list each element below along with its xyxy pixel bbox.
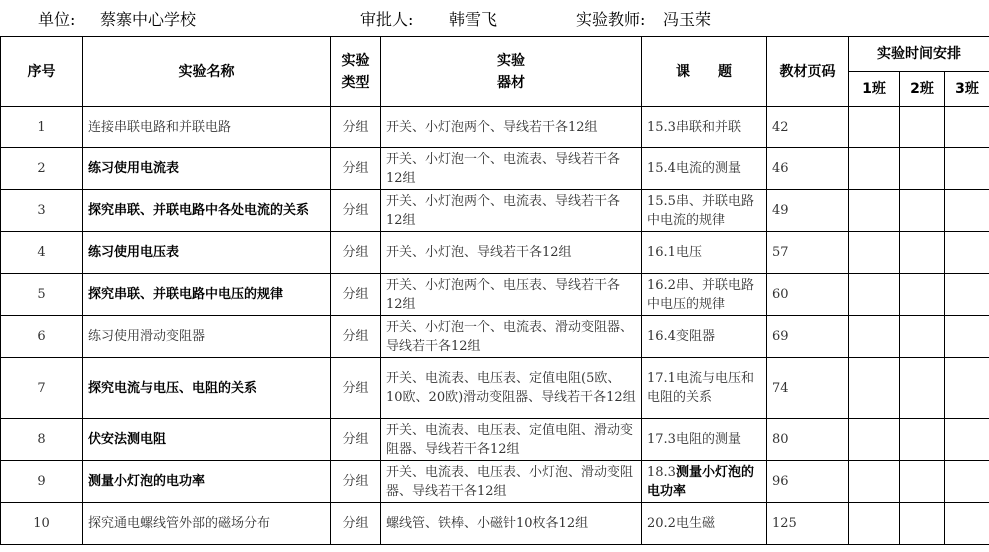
table-row — [1, 148, 989, 190]
row-class1-slot — [849, 316, 900, 358]
row-class1-slot — [849, 107, 900, 148]
row-class1-slot — [849, 148, 900, 190]
row-experiment-name: 练习使用电流表 — [83, 148, 331, 190]
table-row — [1, 358, 989, 419]
row-class1-slot — [849, 232, 900, 274]
row-equipment: 开关、电流表、电压表、小灯泡、滑动变阻器、导线若干各12组 — [381, 461, 642, 503]
row-experiment-name: 连接串联电路和并联电路 — [83, 107, 331, 148]
row-index: 7 — [1, 358, 83, 419]
row-class2-slot — [900, 274, 945, 316]
row-page: 80 — [767, 419, 849, 461]
row-topic: 16.4变阻器 — [642, 316, 767, 358]
row-equipment: 开关、小灯泡两个、导线若干各12组 — [381, 107, 642, 148]
row-type: 分组 — [331, 274, 381, 316]
row-topic: 16.1电压 — [642, 232, 767, 274]
row-page: 125 — [767, 503, 849, 545]
row-page: 69 — [767, 316, 849, 358]
row-page: 96 — [767, 461, 849, 503]
col-name-header: 实验名称 — [83, 37, 331, 107]
row-equipment: 开关、小灯泡两个、电压表、导线若干各12组 — [381, 274, 642, 316]
row-equipment: 开关、小灯泡两个、电流表、导线若干各12组 — [381, 190, 642, 232]
row-page: 49 — [767, 190, 849, 232]
row-topic: 16.2串、并联电路中电压的规律 — [642, 274, 767, 316]
experiment-schedule-table — [0, 36, 989, 545]
row-class2-slot — [900, 316, 945, 358]
row-class1-slot — [849, 190, 900, 232]
row-equipment: 开关、小灯泡、导线若干各12组 — [381, 232, 642, 274]
row-equipment: 螺线管、铁棒、小磁针10枚各12组 — [381, 503, 642, 545]
row-index: 5 — [1, 274, 83, 316]
row-type: 分组 — [331, 419, 381, 461]
row-class1-slot — [849, 358, 900, 419]
row-class3-slot — [945, 107, 989, 148]
row-type: 分组 — [331, 107, 381, 148]
unit-label: 单位: — [38, 10, 76, 29]
row-topic: 15.5串、并联电路中电流的规律 — [642, 190, 767, 232]
row-class3-slot — [945, 419, 989, 461]
row-experiment-name: 探究通电螺线管外部的磁场分布 — [83, 503, 331, 545]
col-equipment-header — [381, 37, 642, 107]
row-class3-slot — [945, 461, 989, 503]
row-class2-slot — [900, 419, 945, 461]
row-page: 60 — [767, 274, 849, 316]
row-experiment-name: 伏安法测电阻 — [83, 419, 331, 461]
row-topic: 15.3串联和并联 — [642, 107, 767, 148]
col-topic-header: 课 题 — [642, 37, 767, 107]
row-class2-slot — [900, 461, 945, 503]
row-experiment-name: 探究串联、并联电路中电压的规律 — [83, 274, 331, 316]
row-class2-slot — [900, 148, 945, 190]
row-equipment: 开关、电流表、电压表、定值电阻(5欧、10欧、20欧)滑动变阻器、导线若干各12组 — [381, 358, 642, 419]
table-row — [1, 503, 989, 545]
table-row — [1, 232, 989, 274]
row-class2-slot — [900, 232, 945, 274]
row-class1-slot — [849, 503, 900, 545]
row-experiment-name: 探究串联、并联电路中各处电流的关系 — [83, 190, 331, 232]
table-header-row — [1, 37, 989, 72]
row-class3-slot — [945, 316, 989, 358]
row-type: 分组 — [331, 190, 381, 232]
row-class1-slot — [849, 274, 900, 316]
table-row — [1, 461, 989, 503]
table-row — [1, 190, 989, 232]
col-equipment-line1: 实验 — [497, 52, 525, 69]
approver-label: 审批人: — [360, 10, 414, 29]
row-type: 分组 — [331, 316, 381, 358]
row-class3-slot — [945, 358, 989, 419]
row-page: 42 — [767, 107, 849, 148]
row-class3-slot — [945, 232, 989, 274]
row-equipment: 开关、小灯泡一个、电流表、滑动变阻器、导线若干各12组 — [381, 316, 642, 358]
row-topic — [642, 461, 767, 503]
table-row — [1, 107, 989, 148]
col-class1-header: 1班 — [849, 72, 900, 107]
teacher-label: 实验教师: — [576, 10, 646, 29]
row-class2-slot — [900, 190, 945, 232]
row-index: 2 — [1, 148, 83, 190]
row-type: 分组 — [331, 503, 381, 545]
row-class2-slot — [900, 503, 945, 545]
col-type-line1: 实验 — [341, 52, 370, 69]
row-type: 分组 — [331, 148, 381, 190]
row-class1-slot — [849, 419, 900, 461]
col-type-line2: 类型 — [341, 74, 370, 91]
row-index: 6 — [1, 316, 83, 358]
row-page: 74 — [767, 358, 849, 419]
row-topic-prefix: 18.3 — [647, 464, 676, 480]
col-equipment-line2: 器材 — [497, 74, 525, 91]
row-equipment: 开关、小灯泡一个、电流表、导线若干各12组 — [381, 148, 642, 190]
row-topic-bold: 测量小灯泡的电功率 — [647, 464, 754, 499]
row-class2-slot — [900, 358, 945, 419]
row-index: 10 — [1, 503, 83, 545]
row-experiment-name: 测量小灯泡的电功率 — [83, 461, 331, 503]
row-equipment: 开关、电流表、电压表、定值电阻、滑动变阻器、导线若干各12组 — [381, 419, 642, 461]
row-experiment-name: 练习使用滑动变阻器 — [83, 316, 331, 358]
row-index: 9 — [1, 461, 83, 503]
col-schedule-header: 实验时间安排 — [849, 37, 989, 72]
row-topic: 17.3电阻的测量 — [642, 419, 767, 461]
row-topic: 15.4电流的测量 — [642, 148, 767, 190]
col-class3-header: 3班 — [945, 72, 989, 107]
unit-value: 蔡寨中心学校 — [100, 10, 197, 29]
row-index: 1 — [1, 107, 83, 148]
row-index: 3 — [1, 190, 83, 232]
row-page: 57 — [767, 232, 849, 274]
table-row — [1, 274, 989, 316]
table-row — [1, 316, 989, 358]
row-class1-slot — [849, 461, 900, 503]
row-class3-slot — [945, 503, 989, 545]
col-page-header: 教材页码 — [767, 37, 849, 107]
approver-value: 韩雪飞 — [449, 10, 498, 29]
row-class3-slot — [945, 148, 989, 190]
row-index: 4 — [1, 232, 83, 274]
row-type: 分组 — [331, 232, 381, 274]
col-index-header: 序号 — [1, 37, 83, 107]
col-type-header — [331, 37, 381, 107]
teacher-value: 冯玉荣 — [663, 10, 712, 29]
row-type: 分组 — [331, 358, 381, 419]
row-experiment-name: 探究电流与电压、电阻的关系 — [83, 358, 331, 419]
col-class2-header: 2班 — [900, 72, 945, 107]
row-page: 46 — [767, 148, 849, 190]
row-type: 分组 — [331, 461, 381, 503]
row-experiment-name: 练习使用电压表 — [83, 232, 331, 274]
row-class3-slot — [945, 274, 989, 316]
document-header — [0, 0, 989, 36]
row-topic: 17.1电流与电压和电阻的关系 — [642, 358, 767, 419]
row-topic: 20.2电生磁 — [642, 503, 767, 545]
row-class2-slot — [900, 107, 945, 148]
row-index: 8 — [1, 419, 83, 461]
row-class3-slot — [945, 190, 989, 232]
table-row — [1, 419, 989, 461]
